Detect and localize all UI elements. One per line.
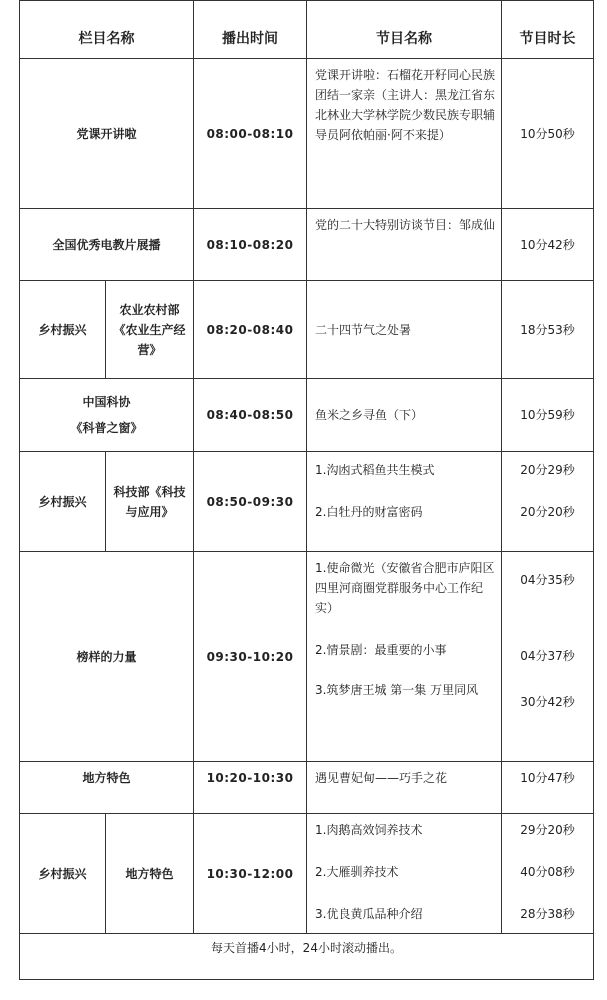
- group-name: 乡村振兴: [20, 814, 106, 934]
- table-row: [20, 452, 594, 552]
- program-name: 遇见曹妃甸——巧手之花: [307, 762, 502, 814]
- table-row: [20, 762, 594, 814]
- duration: 10分42秒: [502, 209, 594, 281]
- header-column: 栏目名称: [20, 1, 194, 59]
- program-item: 1.沟凼式稻鱼共生模式: [315, 463, 435, 477]
- table-row: [20, 209, 594, 281]
- footer-note: 每天首播4小时，24小时滚动播出。: [20, 934, 594, 980]
- duration: 10分50秒: [502, 59, 594, 209]
- air-time: 10:30-12:00: [194, 814, 307, 934]
- column-name: 地方特色: [20, 762, 194, 814]
- column-name: 榜样的力量: [20, 552, 194, 762]
- program-name: 鱼米之乡寻鱼（下）: [307, 379, 502, 452]
- air-time: 08:40-08:50: [194, 379, 307, 452]
- duration-item: 04分35秒: [520, 573, 575, 587]
- program-item: 1.肉鹅高效饲养技术: [315, 823, 423, 837]
- column-name: [20, 379, 194, 452]
- program-name: [307, 552, 502, 762]
- duration: 10分59秒: [502, 379, 594, 452]
- duration: 18分53秒: [502, 281, 594, 379]
- group-name: 乡村振兴: [20, 452, 106, 552]
- program-name: 党的二十大特别访谈节目：邹成仙: [307, 209, 502, 281]
- duration-item: 29分20秒: [520, 823, 575, 837]
- group-name: 乡村振兴: [20, 281, 106, 379]
- table-row: [20, 552, 594, 762]
- duration-item: 28分38秒: [520, 907, 575, 921]
- air-time: 08:10-08:20: [194, 209, 307, 281]
- column-name-line: 《科普之窗》: [70, 421, 143, 435]
- header-duration: 节目时长: [502, 1, 594, 59]
- duration-item: 20分20秒: [520, 505, 575, 519]
- column-name: 党课开讲啦: [20, 59, 194, 209]
- table-header-row: [20, 1, 594, 59]
- table-row: [20, 59, 594, 209]
- program-name: 党课开讲啦：石榴花开籽同心民族团结一家亲（主讲人：黑龙江省东北林业大学林学院少数民族专职辅导员阿依帕丽·阿不来提）: [307, 59, 502, 209]
- duration: [502, 452, 594, 552]
- program-item: 2.白牡丹的财富密码: [315, 505, 423, 519]
- header-program: 节目名称: [307, 1, 502, 59]
- air-time: 09:30-10:20: [194, 552, 307, 762]
- header-time: 播出时间: [194, 1, 307, 59]
- duration: [502, 814, 594, 934]
- duration: 10分47秒: [502, 762, 594, 814]
- program-item: 2.情景剧：最重要的小事: [315, 643, 447, 657]
- duration-item: 40分08秒: [520, 865, 575, 879]
- air-time: 08:20-08:40: [194, 281, 307, 379]
- table-row: [20, 814, 594, 934]
- duration-item: 04分37秒: [520, 649, 575, 663]
- column-name: 科技部《科技与应用》: [106, 452, 194, 552]
- program-item: 2.大雁驯养技术: [315, 865, 399, 879]
- column-name-line: 中国科协: [82, 395, 131, 409]
- air-time: 08:00-08:10: [194, 59, 307, 209]
- program-name: 二十四节气之处暑: [307, 281, 502, 379]
- air-time: 10:20-10:30: [194, 762, 307, 814]
- air-time: 08:50-09:30: [194, 452, 307, 552]
- column-name: 全国优秀电教片展播: [20, 209, 194, 281]
- duration-item: 30分42秒: [520, 695, 575, 709]
- program-item: 3.筑梦唐王城 第一集 万里同风: [315, 683, 479, 697]
- column-name: 地方特色: [106, 814, 194, 934]
- program-name: [307, 452, 502, 552]
- duration: [502, 552, 594, 762]
- duration-item: 20分29秒: [520, 463, 575, 477]
- table-row: [20, 379, 594, 452]
- program-name: [307, 814, 502, 934]
- program-item: 3.优良黄瓜品种介绍: [315, 907, 423, 921]
- table-footer-row: [20, 934, 594, 980]
- table-row: [20, 281, 594, 379]
- program-item: 1.使命微光（安徽省合肥市庐阳区四里河商圈党群服务中心工作纪实）: [315, 561, 495, 615]
- column-name: 农业农村部《农业生产经营》: [106, 281, 194, 379]
- schedule-table: [19, 0, 594, 980]
